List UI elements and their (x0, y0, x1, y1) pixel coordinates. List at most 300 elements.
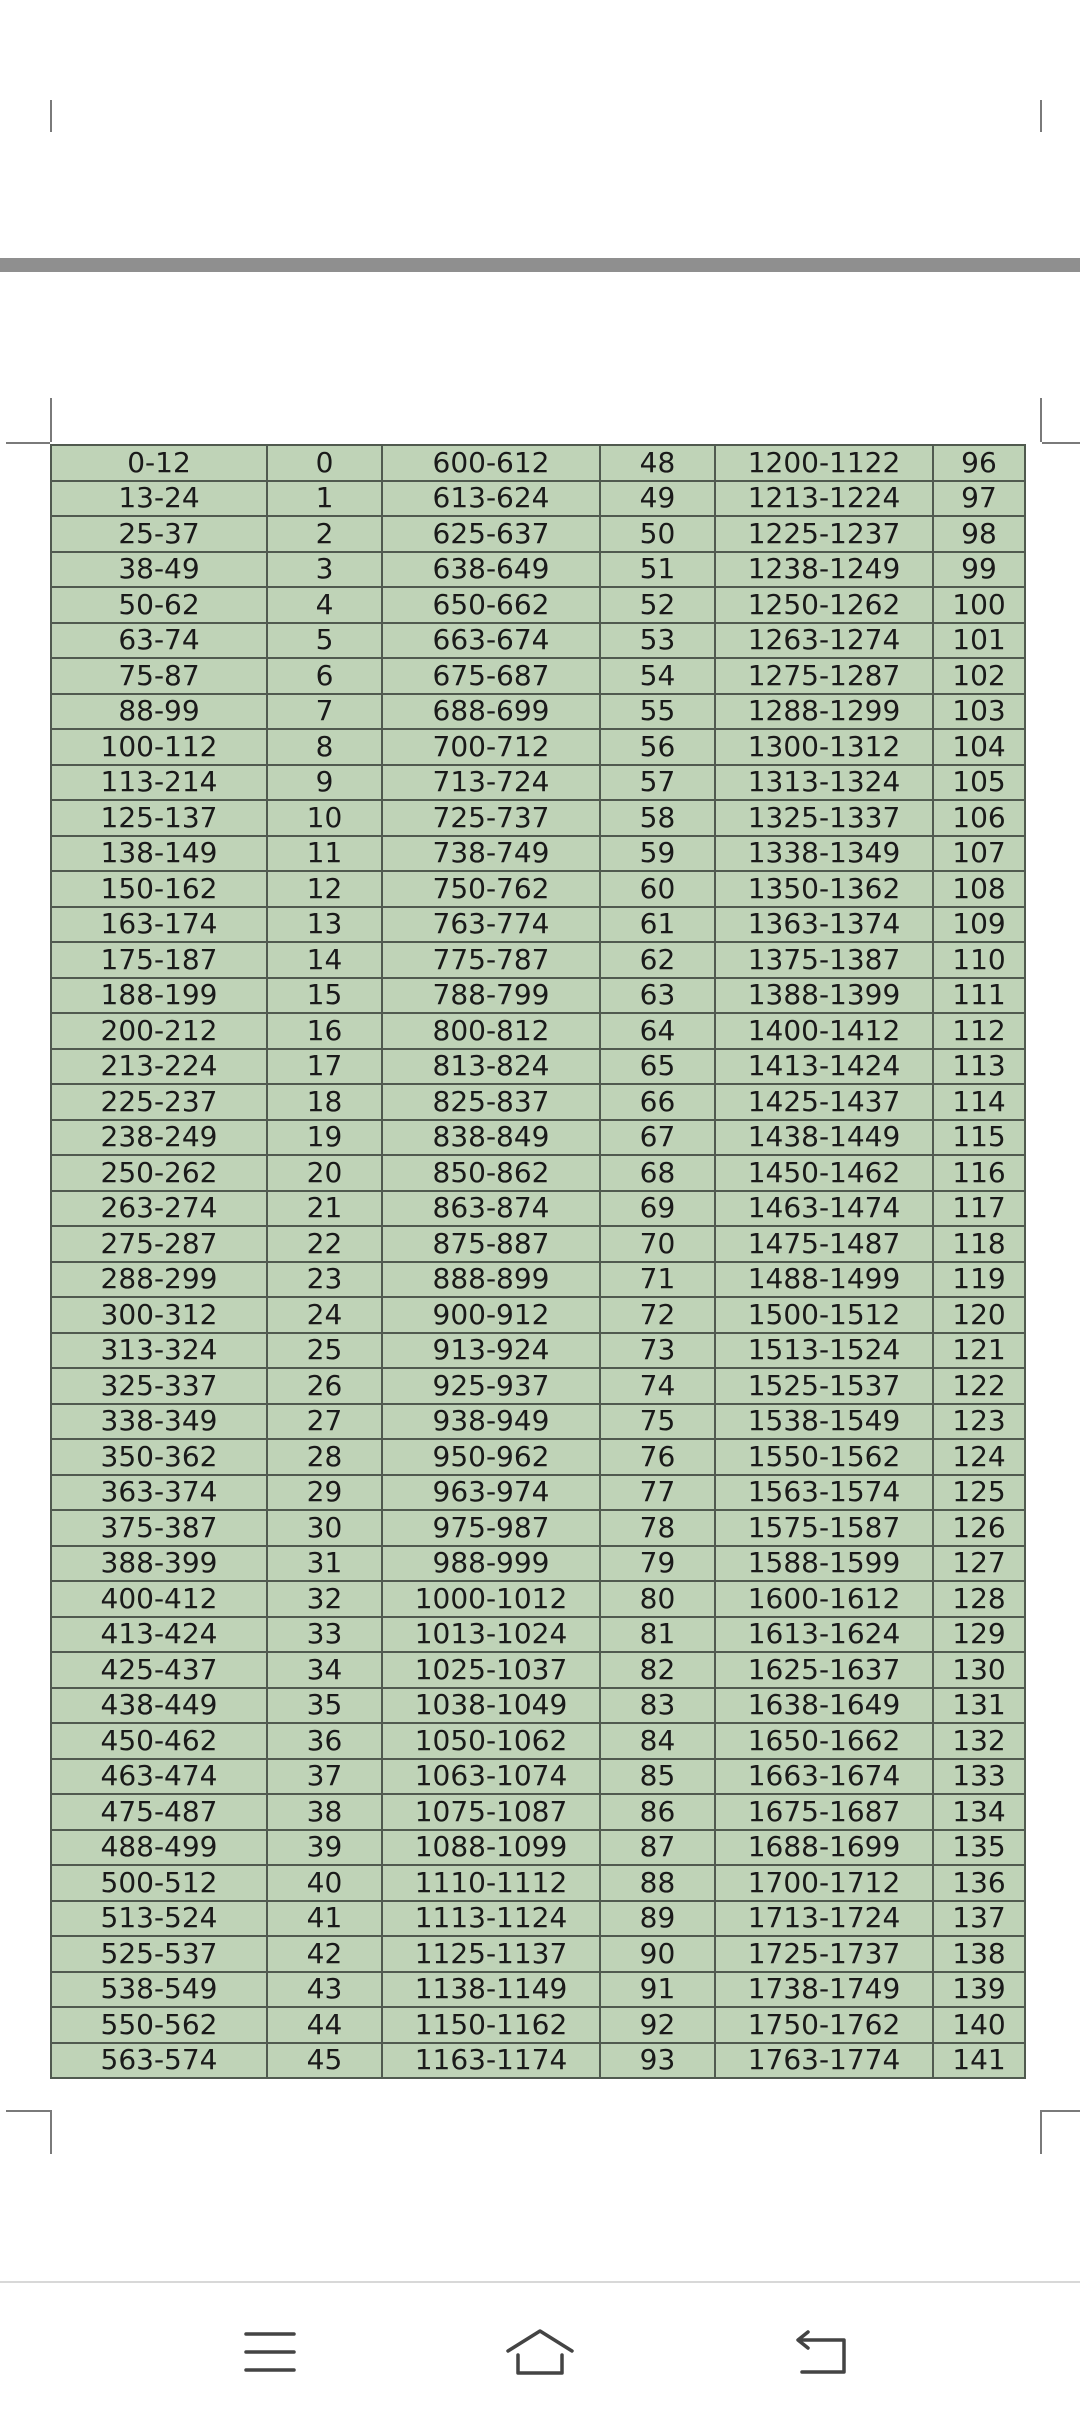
index-cell: 73 (600, 1333, 715, 1369)
table-row (51, 1510, 1025, 1546)
range-cell: 863-874 (382, 1191, 600, 1227)
range-cell: 0-12 (51, 445, 267, 481)
index-cell: 54 (600, 658, 715, 694)
range-cell: 1288-1299 (715, 694, 933, 730)
table-row (51, 1581, 1025, 1617)
range-cell: 1563-1574 (715, 1475, 933, 1511)
index-cell: 29 (267, 1475, 382, 1511)
back-button[interactable] (782, 2317, 862, 2387)
range-cell: 650-662 (382, 587, 600, 623)
index-cell: 132 (933, 1723, 1025, 1759)
range-cell: 1538-1549 (715, 1404, 933, 1440)
table-row (51, 800, 1025, 836)
index-cell: 99 (933, 552, 1025, 588)
menu-button[interactable] (230, 2317, 310, 2387)
crop-mark-top-left (50, 100, 52, 132)
range-cell: 88-99 (51, 694, 267, 730)
index-cell: 91 (600, 1972, 715, 2008)
table-row (51, 836, 1025, 872)
range-cell: 1500-1512 (715, 1297, 933, 1333)
range-cell: 1325-1337 (715, 800, 933, 836)
range-cell: 1110-1112 (382, 1865, 600, 1901)
index-cell: 28 (267, 1439, 382, 1475)
index-cell: 69 (600, 1191, 715, 1227)
index-cell: 130 (933, 1652, 1025, 1688)
range-cell: 350-362 (51, 1439, 267, 1475)
range-cell: 1463-1474 (715, 1191, 933, 1227)
table-row (51, 978, 1025, 1014)
index-cell: 87 (600, 1830, 715, 1866)
index-cell: 35 (267, 1688, 382, 1724)
range-cell: 1238-1249 (715, 552, 933, 588)
index-cell: 114 (933, 1084, 1025, 1120)
crop-mark-right-horizontal (1042, 442, 1080, 444)
crop-mark-top-right (1040, 100, 1042, 132)
range-cell: 488-499 (51, 1830, 267, 1866)
index-cell: 59 (600, 836, 715, 872)
range-cell: 100-112 (51, 729, 267, 765)
index-cell: 108 (933, 871, 1025, 907)
table-row (51, 1120, 1025, 1156)
index-cell: 137 (933, 1901, 1025, 1937)
range-cell: 113-214 (51, 765, 267, 801)
range-cell: 1575-1587 (715, 1510, 933, 1546)
index-cell: 67 (600, 1120, 715, 1156)
table-row (51, 1936, 1025, 1972)
range-cell: 950-962 (382, 1439, 600, 1475)
table-row (51, 1084, 1025, 1120)
table-row (51, 1191, 1025, 1227)
index-cell: 36 (267, 1723, 382, 1759)
range-cell: 275-287 (51, 1226, 267, 1262)
range-cell: 50-62 (51, 587, 267, 623)
table-row (51, 587, 1025, 623)
range-cell: 1688-1699 (715, 1830, 933, 1866)
index-cell: 138 (933, 1936, 1025, 1972)
range-cell: 1263-1274 (715, 623, 933, 659)
range-cell: 738-749 (382, 836, 600, 872)
range-cell: 150-162 (51, 871, 267, 907)
index-cell: 56 (600, 729, 715, 765)
index-cell: 30 (267, 1510, 382, 1546)
range-cell: 1338-1349 (715, 836, 933, 872)
range-cell: 413-424 (51, 1617, 267, 1653)
index-cell: 119 (933, 1262, 1025, 1298)
index-cell: 68 (600, 1155, 715, 1191)
index-cell: 62 (600, 942, 715, 978)
range-cell: 1438-1449 (715, 1120, 933, 1156)
index-cell: 127 (933, 1546, 1025, 1582)
range-cell: 1025-1037 (382, 1652, 600, 1688)
table-row (51, 1262, 1025, 1298)
index-cell: 50 (600, 516, 715, 552)
table-row (51, 729, 1025, 765)
index-cell: 118 (933, 1226, 1025, 1262)
index-cell: 109 (933, 907, 1025, 943)
range-cell: 1588-1599 (715, 1546, 933, 1582)
index-cell: 66 (600, 1084, 715, 1120)
index-cell: 26 (267, 1368, 382, 1404)
range-cell: 1075-1087 (382, 1794, 600, 1830)
table-row (51, 1865, 1025, 1901)
index-cell: 17 (267, 1049, 382, 1085)
index-cell: 42 (267, 1936, 382, 1972)
index-cell: 55 (600, 694, 715, 730)
table-row (51, 1972, 1025, 2008)
index-cell: 113 (933, 1049, 1025, 1085)
index-cell: 1 (267, 481, 382, 517)
index-cell: 49 (600, 481, 715, 517)
index-cell: 51 (600, 552, 715, 588)
index-cell: 104 (933, 729, 1025, 765)
index-cell: 84 (600, 1723, 715, 1759)
index-cell: 70 (600, 1226, 715, 1262)
range-cell: 800-812 (382, 1013, 600, 1049)
range-cell: 700-712 (382, 729, 600, 765)
index-cell: 21 (267, 1191, 382, 1227)
range-cell: 200-212 (51, 1013, 267, 1049)
index-cell: 82 (600, 1652, 715, 1688)
index-cell: 57 (600, 765, 715, 801)
range-cell: 1513-1524 (715, 1333, 933, 1369)
range-cell: 1200-1122 (715, 445, 933, 481)
index-cell: 107 (933, 836, 1025, 872)
range-cell: 1725-1737 (715, 1936, 933, 1972)
range-cell: 1038-1049 (382, 1688, 600, 1724)
crop-mark-left-vertical (50, 398, 52, 442)
index-cell: 139 (933, 1972, 1025, 2008)
index-cell: 24 (267, 1297, 382, 1333)
index-cell: 2 (267, 516, 382, 552)
index-cell: 52 (600, 587, 715, 623)
range-cell: 875-887 (382, 1226, 600, 1262)
table-row (51, 1759, 1025, 1795)
range-cell: 813-824 (382, 1049, 600, 1085)
range-cell: 213-224 (51, 1049, 267, 1085)
index-cell: 41 (267, 1901, 382, 1937)
range-cell: 725-737 (382, 800, 600, 836)
index-cell: 44 (267, 2007, 382, 2043)
index-cell: 65 (600, 1049, 715, 1085)
range-cell: 1000-1012 (382, 1581, 600, 1617)
index-cell: 10 (267, 800, 382, 836)
index-cell: 124 (933, 1439, 1025, 1475)
table-row (51, 623, 1025, 659)
range-cell: 525-537 (51, 1936, 267, 1972)
table-row (51, 552, 1025, 588)
index-cell: 43 (267, 1972, 382, 2008)
index-cell: 88 (600, 1865, 715, 1901)
range-cell: 1700-1712 (715, 1865, 933, 1901)
range-cell: 125-137 (51, 800, 267, 836)
index-cell: 31 (267, 1546, 382, 1582)
index-cell: 135 (933, 1830, 1025, 1866)
index-cell: 72 (600, 1297, 715, 1333)
range-cell: 838-849 (382, 1120, 600, 1156)
range-cell: 1225-1237 (715, 516, 933, 552)
index-cell: 23 (267, 1262, 382, 1298)
range-cell: 663-674 (382, 623, 600, 659)
home-button[interactable] (500, 2317, 580, 2387)
index-cell: 106 (933, 800, 1025, 836)
index-cell: 13 (267, 907, 382, 943)
range-cell: 938-949 (382, 1404, 600, 1440)
range-cell: 400-412 (51, 1581, 267, 1617)
range-cell: 438-449 (51, 1688, 267, 1724)
index-cell: 74 (600, 1368, 715, 1404)
index-cell: 89 (600, 1901, 715, 1937)
index-cell: 53 (600, 623, 715, 659)
index-cell: 8 (267, 729, 382, 765)
range-cell: 1388-1399 (715, 978, 933, 1014)
index-cell: 37 (267, 1759, 382, 1795)
index-cell: 112 (933, 1013, 1025, 1049)
range-cell: 1550-1562 (715, 1439, 933, 1475)
range-cell: 763-774 (382, 907, 600, 943)
table-row (51, 1049, 1025, 1085)
table-row (51, 1297, 1025, 1333)
range-cell: 250-262 (51, 1155, 267, 1191)
index-cell: 125 (933, 1475, 1025, 1511)
table-row (51, 2043, 1025, 2079)
index-cell: 97 (933, 481, 1025, 517)
index-cell: 110 (933, 942, 1025, 978)
range-cell: 1063-1074 (382, 1759, 600, 1795)
table-row (51, 1226, 1025, 1262)
range-cell: 925-937 (382, 1368, 600, 1404)
range-cell: 1763-1774 (715, 2043, 933, 2079)
index-cell: 9 (267, 765, 382, 801)
crop-mark-bottom-right-horizontal (1042, 2110, 1080, 2112)
range-cell: 1638-1649 (715, 1688, 933, 1724)
range-cell: 1363-1374 (715, 907, 933, 943)
range-cell: 1450-1462 (715, 1155, 933, 1191)
range-cell: 1350-1362 (715, 871, 933, 907)
range-cell: 1663-1674 (715, 1759, 933, 1795)
index-cell: 140 (933, 2007, 1025, 2043)
range-cell: 975-987 (382, 1510, 600, 1546)
crop-mark-bottom-left-vertical (50, 2110, 52, 2154)
range-cell: 375-387 (51, 1510, 267, 1546)
index-cell: 103 (933, 694, 1025, 730)
range-cell: 425-437 (51, 1652, 267, 1688)
index-cell: 122 (933, 1368, 1025, 1404)
table-row (51, 658, 1025, 694)
index-cell: 12 (267, 871, 382, 907)
table-row (51, 942, 1025, 978)
range-cell: 313-324 (51, 1333, 267, 1369)
page-separator (0, 258, 1080, 272)
index-cell: 11 (267, 836, 382, 872)
range-cell: 1113-1124 (382, 1901, 600, 1937)
range-cell: 513-524 (51, 1901, 267, 1937)
range-cell: 1300-1312 (715, 729, 933, 765)
index-cell: 4 (267, 587, 382, 623)
range-cell: 1675-1687 (715, 1794, 933, 1830)
range-cell: 913-924 (382, 1333, 600, 1369)
range-cell: 325-337 (51, 1368, 267, 1404)
table-row (51, 1475, 1025, 1511)
crop-mark-bottom-left-horizontal (6, 2110, 50, 2112)
range-cell: 363-374 (51, 1475, 267, 1511)
range-cell: 1738-1749 (715, 1972, 933, 2008)
table-row (51, 445, 1025, 481)
range-cell: 1713-1724 (715, 1901, 933, 1937)
index-cell: 93 (600, 2043, 715, 2079)
index-cell: 27 (267, 1404, 382, 1440)
table-row (51, 1404, 1025, 1440)
index-cell: 33 (267, 1617, 382, 1653)
range-cell: 1400-1412 (715, 1013, 933, 1049)
index-cell: 111 (933, 978, 1025, 1014)
range-cell: 1213-1224 (715, 481, 933, 517)
table-row (51, 1794, 1025, 1830)
index-cell: 120 (933, 1297, 1025, 1333)
crop-mark-left-horizontal (6, 442, 50, 444)
index-cell: 22 (267, 1226, 382, 1262)
table-row (51, 1830, 1025, 1866)
index-cell: 115 (933, 1120, 1025, 1156)
index-cell: 121 (933, 1333, 1025, 1369)
number-range-table (50, 444, 1026, 2079)
range-cell: 175-187 (51, 942, 267, 978)
table-row (51, 1652, 1025, 1688)
index-cell: 39 (267, 1830, 382, 1866)
index-cell: 116 (933, 1155, 1025, 1191)
range-cell: 300-312 (51, 1297, 267, 1333)
index-cell: 5 (267, 623, 382, 659)
index-cell: 96 (933, 445, 1025, 481)
range-cell: 450-462 (51, 1723, 267, 1759)
index-cell: 48 (600, 445, 715, 481)
table-row (51, 1901, 1025, 1937)
table-row (51, 1368, 1025, 1404)
system-navigation-bar (0, 2281, 1080, 2410)
back-icon (794, 2328, 850, 2376)
index-cell: 61 (600, 907, 715, 943)
range-cell: 1138-1149 (382, 1972, 600, 2008)
range-cell: 338-349 (51, 1404, 267, 1440)
index-cell: 100 (933, 587, 1025, 623)
range-cell: 188-199 (51, 978, 267, 1014)
range-cell: 550-562 (51, 2007, 267, 2043)
index-cell: 133 (933, 1759, 1025, 1795)
index-cell: 136 (933, 1865, 1025, 1901)
index-cell: 86 (600, 1794, 715, 1830)
index-cell: 90 (600, 1936, 715, 1972)
range-cell: 1600-1612 (715, 1581, 933, 1617)
range-cell: 500-512 (51, 1865, 267, 1901)
range-cell: 750-762 (382, 871, 600, 907)
index-cell: 34 (267, 1652, 382, 1688)
range-cell: 163-174 (51, 907, 267, 943)
range-cell: 675-687 (382, 658, 600, 694)
range-cell: 475-487 (51, 1794, 267, 1830)
range-cell: 1525-1537 (715, 1368, 933, 1404)
range-cell: 1375-1387 (715, 942, 933, 978)
index-cell: 38 (267, 1794, 382, 1830)
index-cell: 80 (600, 1581, 715, 1617)
index-cell: 58 (600, 800, 715, 836)
index-cell: 117 (933, 1191, 1025, 1227)
index-cell: 14 (267, 942, 382, 978)
range-cell: 38-49 (51, 552, 267, 588)
range-cell: 688-699 (382, 694, 600, 730)
range-cell: 988-999 (382, 1546, 600, 1582)
range-cell: 1313-1324 (715, 765, 933, 801)
index-cell: 25 (267, 1333, 382, 1369)
index-cell: 129 (933, 1617, 1025, 1653)
index-cell: 75 (600, 1404, 715, 1440)
index-cell: 134 (933, 1794, 1025, 1830)
table-row (51, 516, 1025, 552)
index-cell: 76 (600, 1439, 715, 1475)
table-row (51, 481, 1025, 517)
range-cell: 713-724 (382, 765, 600, 801)
range-cell: 63-74 (51, 623, 267, 659)
range-cell: 388-399 (51, 1546, 267, 1582)
table-row (51, 1688, 1025, 1724)
index-cell: 20 (267, 1155, 382, 1191)
index-cell: 98 (933, 516, 1025, 552)
index-cell: 32 (267, 1581, 382, 1617)
table-row (51, 765, 1025, 801)
range-cell: 538-549 (51, 1972, 267, 2008)
index-cell: 19 (267, 1120, 382, 1156)
index-cell: 6 (267, 658, 382, 694)
index-cell: 64 (600, 1013, 715, 1049)
table-row (51, 694, 1025, 730)
index-cell: 102 (933, 658, 1025, 694)
range-cell: 225-237 (51, 1084, 267, 1120)
home-icon (505, 2327, 575, 2377)
range-cell: 900-912 (382, 1297, 600, 1333)
index-cell: 141 (933, 2043, 1025, 2079)
index-cell: 45 (267, 2043, 382, 2079)
index-cell: 131 (933, 1688, 1025, 1724)
document-page (50, 444, 1026, 2079)
table-row (51, 1439, 1025, 1475)
index-cell: 3 (267, 552, 382, 588)
index-cell: 83 (600, 1688, 715, 1724)
range-cell: 1750-1762 (715, 2007, 933, 2043)
index-cell: 128 (933, 1581, 1025, 1617)
index-cell: 81 (600, 1617, 715, 1653)
range-cell: 1013-1024 (382, 1617, 600, 1653)
index-cell: 16 (267, 1013, 382, 1049)
range-cell: 825-837 (382, 1084, 600, 1120)
index-cell: 123 (933, 1404, 1025, 1440)
range-cell: 888-899 (382, 1262, 600, 1298)
index-cell: 92 (600, 2007, 715, 2043)
range-cell: 1125-1137 (382, 1936, 600, 1972)
range-cell: 1088-1099 (382, 1830, 600, 1866)
crop-mark-bottom-right-vertical (1040, 2110, 1042, 2154)
range-cell: 463-474 (51, 1759, 267, 1795)
index-cell: 105 (933, 765, 1025, 801)
range-cell: 613-624 (382, 481, 600, 517)
table-row (51, 1013, 1025, 1049)
table-row (51, 871, 1025, 907)
range-cell: 1613-1624 (715, 1617, 933, 1653)
table-row (51, 1546, 1025, 1582)
index-cell: 7 (267, 694, 382, 730)
crop-mark-right-vertical (1040, 398, 1042, 442)
range-cell: 1275-1287 (715, 658, 933, 694)
range-cell: 13-24 (51, 481, 267, 517)
index-cell: 126 (933, 1510, 1025, 1546)
index-cell: 85 (600, 1759, 715, 1795)
